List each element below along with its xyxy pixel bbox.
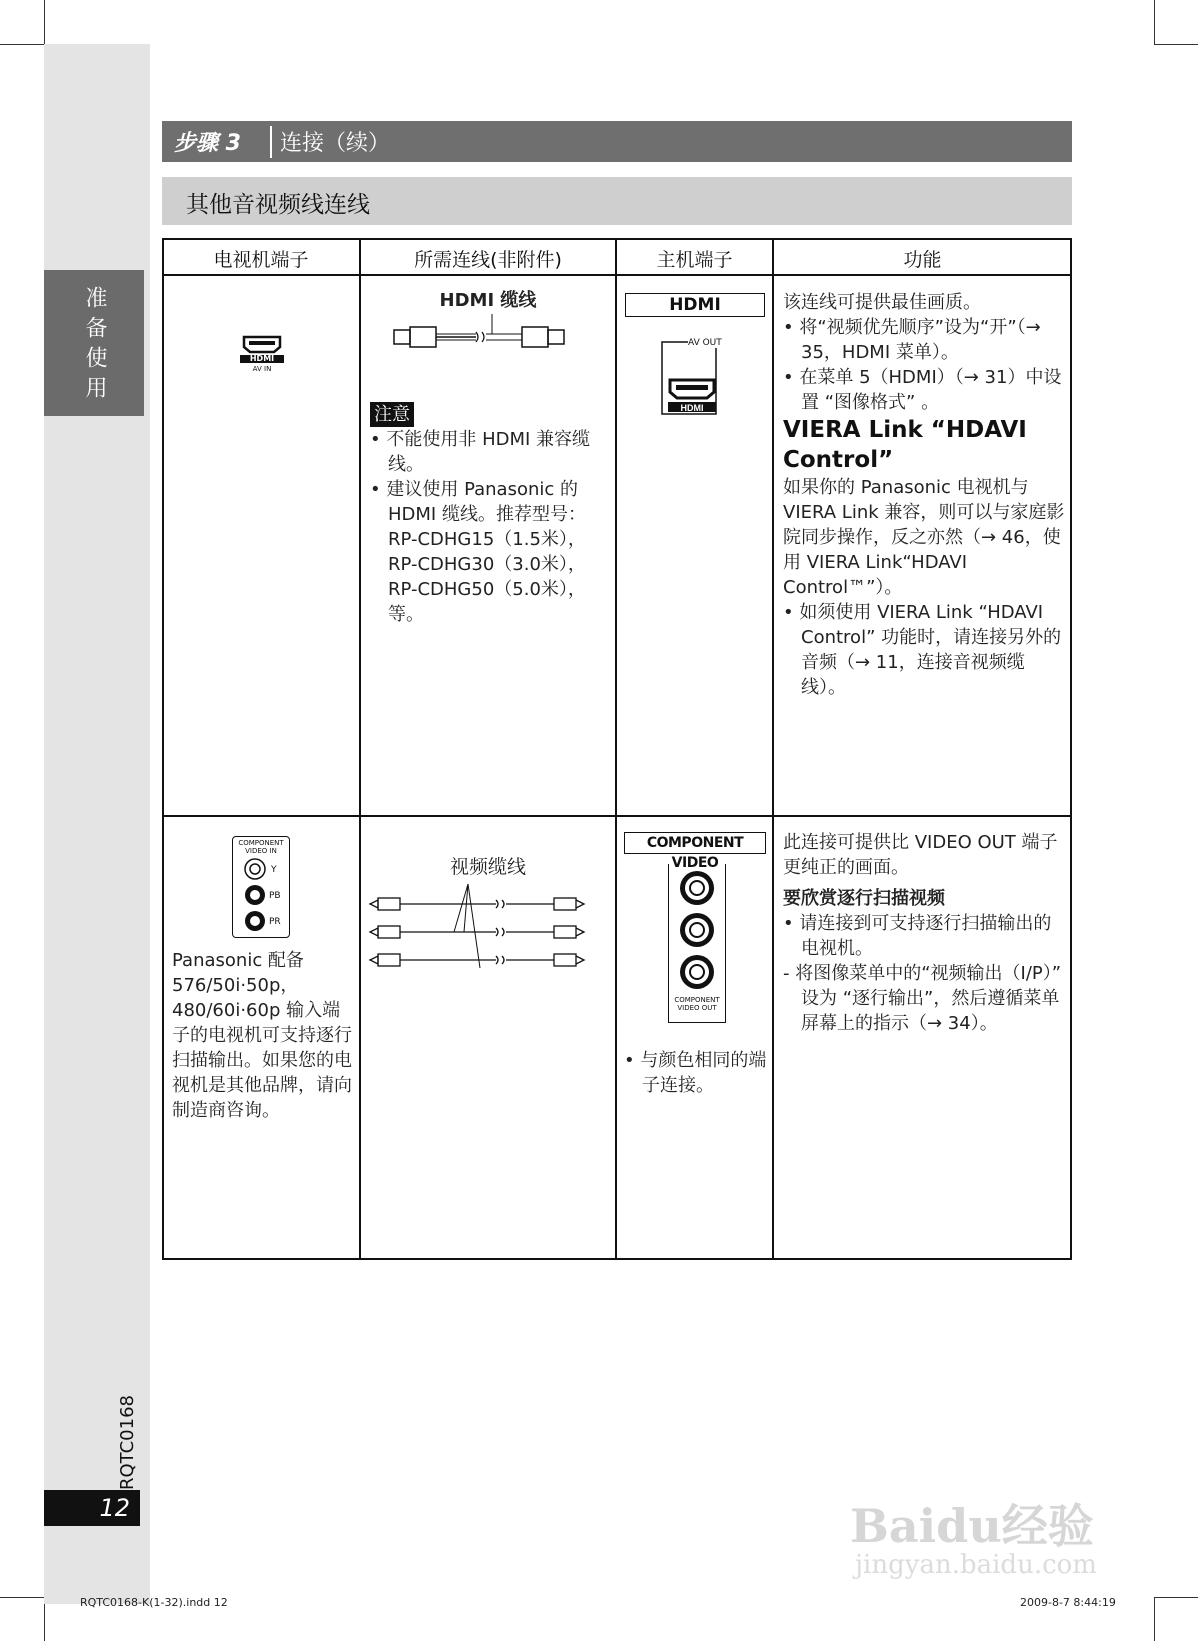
model-item: RP-CDHG50（5.0米），: [388, 579, 586, 600]
header-tv-terminal: 电视机端子: [213, 249, 309, 271]
hdmi-logo-text: HDMI: [249, 354, 275, 363]
table-divider: [772, 238, 774, 1260]
crop-mark: [0, 1597, 44, 1598]
unit-component-note: • 与颜色相同的端子连接。: [624, 1050, 767, 1096]
step-label: 步骤 3: [174, 131, 241, 156]
table-divider: [162, 815, 1072, 817]
func-intro: 该连线可提供最佳画质。: [783, 292, 981, 313]
header-function: 功能: [903, 249, 942, 271]
model-item: RP-CDHG15（1.5米），: [388, 529, 586, 550]
crop-mark: [1154, 1597, 1155, 1641]
av-out-label: AV OUT: [688, 338, 728, 348]
video-cable-drawing: [368, 876, 608, 980]
func-bullet: • 请连接到可支持逐行扫描输出的电视机。: [783, 913, 1052, 959]
table-divider: [615, 238, 617, 1260]
note-item: • 建议使用 Panasonic 的 HDMI 缆线。推荐型号：: [370, 479, 586, 525]
viera-bullet: • 如须使用 VIERA Link “HDAVI Control” 功能时，请连接另外的音频（→ 11，连接音视频缆线）。: [783, 602, 1062, 698]
hdmi-function-text: [783, 290, 1067, 700]
component-video-out-panel: [668, 864, 726, 1023]
footer-file-name: RQTC0168-K(1-32).indd 12: [80, 1596, 228, 1609]
component-in-label: COMPONENT VIDEO IN: [238, 839, 284, 855]
jack-label-pr: PR: [269, 917, 281, 927]
table-divider: [359, 238, 361, 1260]
jack-label-y: Y: [271, 865, 277, 875]
step-title: 连接（续）: [280, 131, 391, 156]
func-bullet: • 在菜单 5（HDMI）（→ 31）中设置 “图像格式” 。: [783, 367, 1062, 413]
watermark-url: jingyan.baidu.com: [855, 1550, 1097, 1580]
unit-hdmi-port: [660, 340, 724, 416]
func-intro: 此连接可提供比 VIDEO OUT 端子更纯正的画面。: [783, 832, 1058, 878]
component-cable-icon: [368, 876, 608, 976]
note-item: • 不能使用非 HDMI 兼容缆线。: [370, 429, 591, 475]
model-item: RP-CDHG30（3.0米），: [388, 554, 586, 575]
viera-body: 如果你的 Panasonic 电视机与 VIERA Link 兼容，则可以与家庭影院同步操作，反之亦然（→ 46，使用 VIERA Link“HDAVI Control™”）。: [783, 477, 1065, 598]
header-unit-terminal: 主机端子: [656, 249, 733, 271]
hdmi-tv-terminal: [238, 334, 286, 376]
component-out-jacks-icon: [669, 864, 725, 994]
av-in-label: AV IN: [252, 365, 272, 373]
func-subheading: 要欣赏逐行扫描视频: [783, 888, 945, 909]
crop-mark: [1154, 44, 1198, 45]
crop-mark: [1154, 1597, 1198, 1598]
func-bullet: • 将“视频优先顺序”设为“开”（→ 35，HDMI 菜单）。: [783, 317, 1041, 363]
page-number-box: [44, 1490, 140, 1526]
component-out-label: COMPONENT VIDEO OUT: [674, 996, 720, 1012]
header-cable: 所需连线(非附件): [414, 249, 562, 271]
hdmi-cable-title: HDMI 缆线: [439, 290, 537, 311]
video-cable-title: 视频缆线: [449, 856, 526, 878]
component-function-text: [783, 830, 1067, 1036]
hdmi-notes: [370, 402, 606, 627]
side-tab-label: 准备使用: [82, 286, 107, 406]
component-video-in-panel: [232, 836, 290, 938]
section-title: 其他音视频线连线: [186, 192, 370, 218]
step-divider: [270, 126, 272, 158]
crop-mark: [44, 0, 45, 44]
side-tab[interactable]: [44, 270, 144, 416]
model-item: 等。: [388, 604, 424, 625]
hdmi-cable-icon: [392, 312, 592, 362]
model-number: RQTC0168: [117, 1395, 138, 1490]
crop-mark: [1154, 0, 1155, 44]
viera-heading: VIERA Link “HDAVI Control”: [783, 417, 1027, 473]
hdmi-cable-drawing: [392, 312, 592, 366]
watermark-brand: Baidu经验: [850, 1499, 1094, 1553]
unit-hdmi-label: HDMI: [625, 293, 765, 317]
jack-label-pb: PB: [269, 891, 281, 901]
unit-component-label: COMPONENT VIDEO: [624, 832, 766, 854]
tv-component-text: Panasonic 配备 576/50i·50p，480/60i·60p 输入端子的电视机可支持逐行扫描输出。如果您的电视机是其他品牌，请向制造商咨询。: [172, 950, 352, 1121]
table-divider: [162, 274, 1072, 276]
page-number: 12: [99, 1494, 130, 1522]
svg-text:HDMI: HDMI: [680, 403, 704, 413]
footer-date: 2009-8-7 8:44:19: [1020, 1596, 1116, 1609]
crop-mark: [0, 44, 44, 45]
func-dash-item: - 将图像菜单中的“视频输出（I/P）” 设为 “逐行输出”，然后遵循菜单屏幕上的指示（→ 34）。: [783, 963, 1062, 1034]
note-tag: 注意: [370, 402, 414, 427]
hdmi-av-out-icon: [660, 340, 724, 416]
